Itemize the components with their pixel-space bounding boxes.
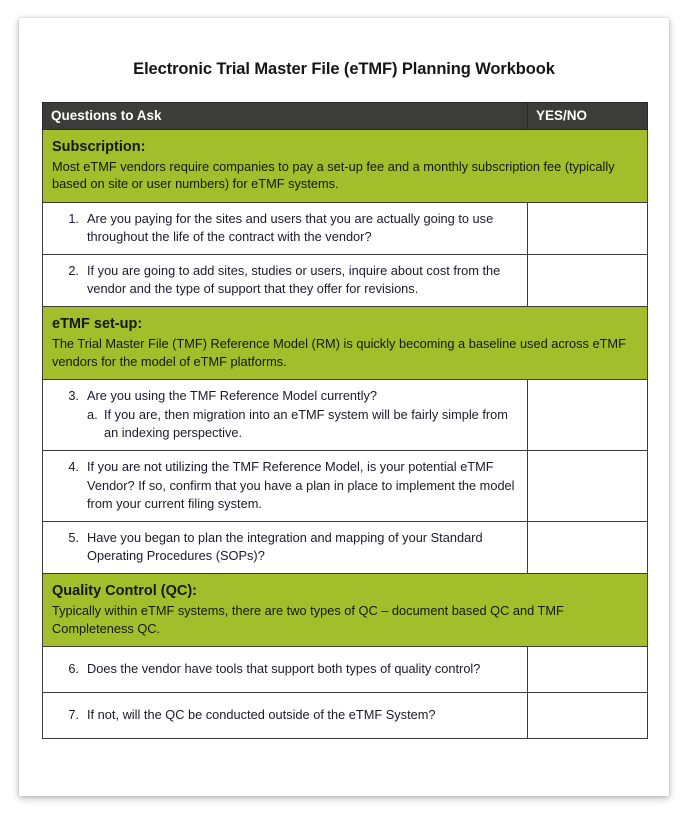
question-cell — [43, 202, 528, 254]
question-number: 2. — [68, 262, 79, 278]
answer-cell-yesno[interactable] — [528, 202, 648, 254]
answer-cell-yesno[interactable] — [528, 451, 648, 521]
section-band-cell — [43, 574, 648, 647]
question-item — [67, 529, 517, 565]
question-number: 3. — [68, 387, 79, 403]
table-row — [43, 451, 648, 521]
table-header-row — [43, 103, 648, 130]
section-band — [43, 307, 648, 380]
answer-cell-yesno[interactable] — [528, 521, 648, 573]
question-subitem — [67, 405, 517, 442]
question-text: If you are not utilizing the TMF Reference Model, is your potential eTMF Vendor? If so, confirm that you have a plan in place to implement the model from your current filing system. — [87, 459, 515, 511]
table-row — [43, 521, 648, 573]
section-heading: Subscription: — [52, 139, 146, 155]
subitem-text: If you are, then migration into an eTMF system will be fairly simple from an indexing perspective. — [104, 407, 508, 441]
table-row — [43, 254, 648, 306]
answer-cell-yesno[interactable] — [528, 646, 648, 692]
question-number: 7. — [68, 707, 79, 722]
question-cell — [43, 646, 528, 692]
question-item — [67, 706, 517, 724]
table-row — [43, 379, 648, 450]
question-text: If not, will the QC be conducted outside of the eTMF System? — [87, 707, 436, 722]
question-cell — [43, 379, 528, 450]
question-text: Does the vendor have tools that support both types of quality control? — [87, 660, 481, 676]
section-heading: Quality Control (QC): — [52, 583, 197, 600]
question-number: 6. — [68, 660, 79, 676]
table-row — [43, 646, 648, 692]
subitem-number: a. — [87, 407, 98, 423]
question-item — [67, 210, 517, 246]
answer-cell-yesno[interactable] — [528, 379, 648, 450]
section-description: The Trial Master File (TMF) Reference Model (RM) is quickly becoming a baseline used across eTMF vendors for the model of eTMF platforms. — [52, 336, 626, 369]
answer-cell-yesno[interactable] — [528, 693, 648, 739]
question-number: 1. — [68, 210, 79, 226]
question-cell — [43, 521, 528, 573]
section-band-cell — [43, 130, 648, 203]
question-number: 5. — [68, 529, 79, 545]
question-number: 4. — [68, 459, 79, 475]
table-row — [43, 693, 648, 739]
section-description: Typically within eTMF systems, there are two types of QC – document based QC and TMF Completeness QC. — [52, 603, 564, 636]
question-text: Are you using the TMF Reference Model currently? — [87, 387, 377, 403]
question-cell — [43, 451, 528, 521]
table-body — [43, 103, 648, 739]
answer-cell-yesno[interactable] — [528, 254, 648, 306]
section-band — [43, 130, 648, 203]
question-item — [67, 262, 517, 298]
question-cell — [43, 693, 528, 739]
section-band — [43, 574, 648, 647]
document-page — [19, 18, 669, 796]
question-item — [67, 458, 517, 512]
column-header-yesno: YES/NO — [528, 103, 648, 130]
page-title: Electronic Trial Master File (eTMF) Planning Workbook — [133, 60, 555, 78]
question-text: If you are going to add sites, studies or users, inquire about cost from the vendor and the type of support that they offer for revisions. — [87, 262, 501, 297]
question-item — [67, 660, 517, 678]
question-item — [67, 387, 517, 405]
questions-table — [42, 102, 648, 739]
question-cell — [43, 254, 528, 306]
column-header-questions: Questions to Ask — [43, 103, 528, 130]
section-description: Most eTMF vendors require companies to pay a set-up fee and a monthly subscription fee (typically based on site or user numbers) for eTMF systems. — [52, 159, 615, 192]
question-text: Are you paying for the sites and users that you are actually going to use throughout the life of the contract with the vendor? — [87, 210, 494, 244]
section-heading: eTMF set-up: — [52, 316, 143, 333]
section-band-cell — [43, 307, 648, 380]
question-text: Have you began to plan the integration and mapping of your Standard Operating Procedures (SOPs)? — [87, 529, 483, 564]
table-row — [43, 202, 648, 254]
